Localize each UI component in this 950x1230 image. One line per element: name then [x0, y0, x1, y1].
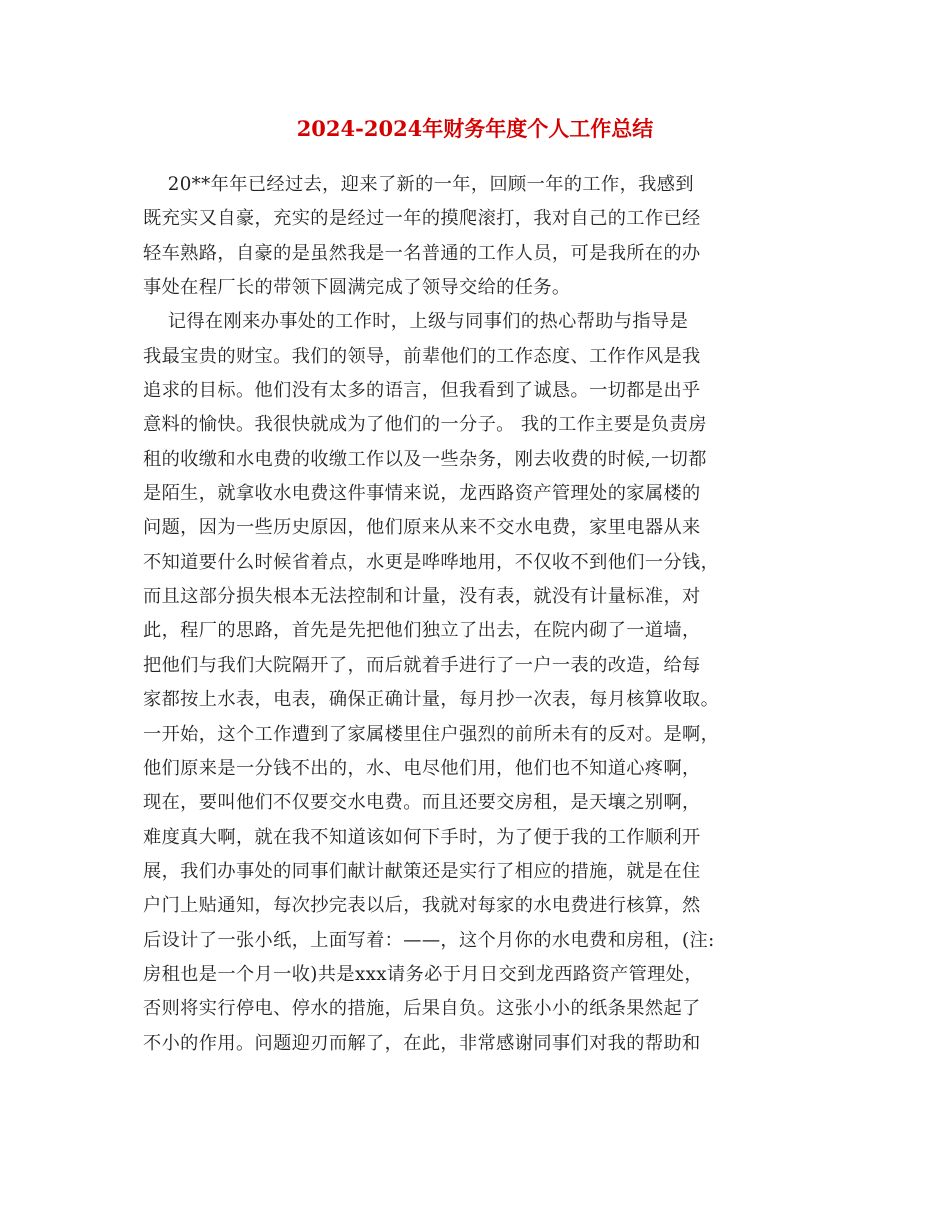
- text-line: 展，我们办事处的同事们献计献策还是实行了相应的措施，就是在住: [143, 860, 701, 882]
- text-line: 不小的作用。问题迎刃而解了，在此，非常感谢同事们对我的帮助和: [143, 1032, 701, 1054]
- text-line: 一开始，这个工作遭到了家属楼里住户强烈的前所未有的反对。是啊，: [143, 723, 720, 745]
- text-line: 否则将实行停电、停水的措施，后果自负。这张小小的纸条果然起了: [143, 998, 701, 1020]
- text-line: 问题，因为一些历史原因，他们原来从来不交水电费，家里电器从来: [143, 517, 701, 539]
- text-line: 房租也是一个月一收)共是xxx请务必于月日交到龙西路资产管理处，: [143, 963, 703, 985]
- text-line: 难度真大啊，就在我不知道该如何下手时，为了便于我的工作顺利开: [143, 826, 701, 848]
- text-line: 家都按上水表，电表，确保正确计量，每月抄一次表，每月核算收取。: [143, 689, 720, 711]
- text-line: 把他们与我们大院隔开了，而后就着手进行了一户一表的改造，给每: [143, 654, 701, 676]
- text-line: 追求的目标。他们没有太多的语言，但我看到了诚恳。一切都是出乎: [143, 380, 701, 402]
- document-title: 2024-2024年财务年度个人工作总结: [296, 116, 654, 141]
- document-body: [143, 168, 950, 1061]
- text-line: 20**年年已经过去，迎来了新的一年，回顾一年的工作，我感到: [143, 174, 694, 195]
- text-line: 是陌生，就拿收水电费这件事情来说，龙西路资产管理处的家属楼的: [143, 483, 701, 505]
- text-line: 户门上贴通知，每次抄完表以后，我就对每家的水电费进行核算，然: [143, 895, 701, 917]
- text-line: 现在，要叫他们不仅要交水电费。而且还要交房租，是天壤之别啊，: [143, 792, 701, 814]
- text-line: 事处在程厂长的带领下圆满完成了领导交给的任务。: [143, 277, 571, 299]
- text-line: 后设计了一张小纸，上面写着：——，这个月你的水电费和房租，(注:: [143, 929, 715, 951]
- text-line: 而且这部分损失根本无法控制和计量，没有表，就没有计量标准，对: [143, 586, 701, 608]
- text-line: 记得在刚来办事处的工作时，上级与同事们的热心帮助与指导是: [143, 311, 689, 333]
- text-line: 我最宝贵的财宝。我们的领导，前辈他们的工作态度、工作作风是我: [143, 345, 701, 367]
- text-line: 既充实又自豪，充实的是经过一年的摸爬滚打，我对自己的工作已经: [143, 208, 701, 230]
- text-line: 租的收缴和水电费的收缴工作以及一些杂务，刚去收费的时候,一切都: [143, 448, 707, 470]
- text-line: 他们原来是一分钱不出的，水、电尽他们用，他们也不知道心疼啊，: [143, 757, 701, 779]
- text-line: 不知道要什么时候省着点，水更是哗哗地用，不仅收不到他们一分钱，: [143, 551, 720, 573]
- text-line: 此，程厂的思路，首先是先把他们独立了出去，在院内砌了一道墙，: [143, 620, 701, 642]
- text-line: 轻车熟路，自豪的是虽然我是一名普通的工作人员，可是我所在的办: [143, 242, 701, 264]
- text-line: 意料的愉快。我很快就成为了他们的一分子。 我的工作主要是负责房: [143, 414, 707, 436]
